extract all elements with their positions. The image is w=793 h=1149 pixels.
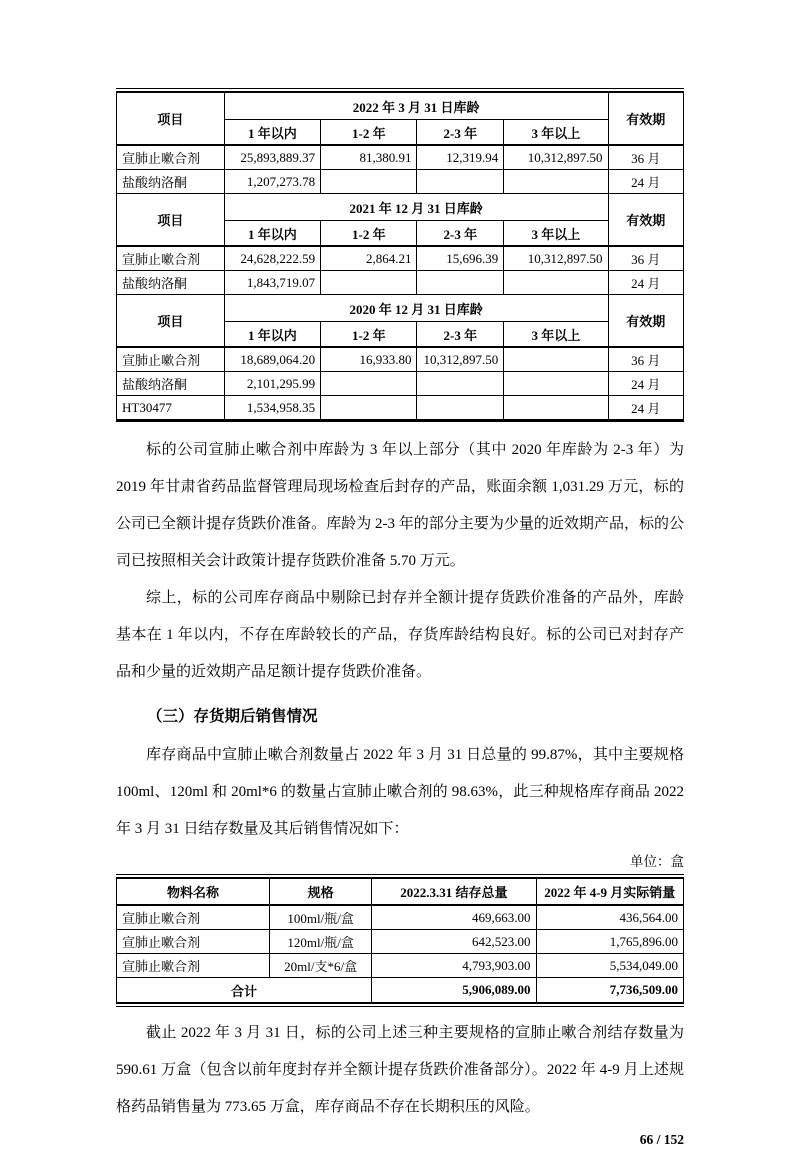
aging-amount-cell: 1,534,958.35 bbox=[224, 396, 320, 421]
unit-label: 单位：盒 bbox=[630, 854, 684, 869]
aging-validity-header: 有效期 bbox=[608, 92, 683, 145]
page-number: 66 / 152 bbox=[639, 1132, 684, 1147]
aging-amount-cell: 10,312,897.50 bbox=[417, 347, 504, 372]
aging-data-row bbox=[117, 271, 684, 295]
sales-total-sold: 7,736,509.00 bbox=[536, 978, 683, 1004]
sales-spec: 20ml/支*6/盒 bbox=[270, 954, 372, 978]
paragraph-aging-note: 标的公司宣肺止嗽合剂中库龄为 3 年以上部分（其中 2020 年库龄为 2-3 年）为 2019 年甘肃省药品监督管理局现场检查后封存的产品，账面余额 1,031.29 万元，标的公司已全额计提存货跌价准备。库龄为 2-3 年的部分主要为少量的近效期产品，标的公司已按照相关会计政策计提存货跌价准备 5.70 万元。 bbox=[116, 442, 684, 569]
aging-validity-value: 24 月 bbox=[608, 271, 683, 295]
aging-header-row bbox=[117, 295, 684, 322]
page-content bbox=[116, 88, 684, 1149]
aging-amount-cell: 16,933.80 bbox=[321, 347, 417, 372]
aging-amount-cell bbox=[321, 372, 417, 396]
aging-section-title: 2022 年 3 月 31 日库龄 bbox=[224, 92, 608, 120]
aging-amount-cell bbox=[321, 396, 417, 421]
aging-amount-cell bbox=[504, 170, 608, 194]
sales-material-name: 宣肺止嗽合剂 bbox=[117, 905, 270, 930]
aging-age-column-header: 3 年以上 bbox=[504, 322, 608, 348]
aging-amount-cell: 10,312,897.50 bbox=[504, 145, 608, 170]
aging-product-name: 盐酸纳洛酮 bbox=[117, 170, 225, 194]
aging-amount-cell: 1,207,273.78 bbox=[224, 170, 320, 194]
aging-section-title: 2021 年 12 月 31 日库龄 bbox=[224, 194, 608, 221]
sales-sold-amount: 5,534,049.00 bbox=[536, 954, 683, 978]
sales-spec: 100ml/瓶/盒 bbox=[270, 905, 372, 930]
aging-product-name: 宣肺止嗽合剂 bbox=[117, 145, 225, 170]
aging-header-row bbox=[117, 92, 684, 120]
aging-age-column-header: 1-2 年 bbox=[321, 120, 417, 146]
aging-age-column-header: 1 年以内 bbox=[224, 322, 320, 348]
section-heading: （三）存货期后销售情况 bbox=[147, 708, 318, 725]
aging-age-column-header: 2-3 年 bbox=[417, 221, 504, 247]
aging-validity-value: 36 月 bbox=[608, 347, 683, 372]
aging-age-column-header: 3 年以上 bbox=[504, 221, 608, 247]
aging-product-name: HT30477 bbox=[117, 396, 225, 421]
aging-amount-cell: 24,628,222.59 bbox=[224, 246, 320, 271]
aging-item-header: 项目 bbox=[117, 194, 225, 247]
table-top-rule bbox=[116, 874, 684, 875]
aging-data-row bbox=[117, 145, 684, 170]
aging-age-column-header: 1-2 年 bbox=[321, 221, 417, 247]
post-period-sales-table-block bbox=[116, 874, 684, 1007]
aging-amount-cell bbox=[417, 271, 504, 295]
aging-amount-cell bbox=[321, 170, 417, 194]
sales-total-row bbox=[117, 978, 684, 1004]
aging-age-column-header: 1 年以内 bbox=[224, 120, 320, 146]
aging-product-name: 盐酸纳洛酮 bbox=[117, 372, 225, 396]
aging-data-row bbox=[117, 396, 684, 421]
aging-amount-cell: 2,864.21 bbox=[321, 246, 417, 271]
aging-amount-cell: 12,319.94 bbox=[417, 145, 504, 170]
aging-data-row bbox=[117, 170, 684, 194]
aging-amount-cell: 10,312,897.50 bbox=[504, 246, 608, 271]
aging-data-row bbox=[117, 347, 684, 372]
sales-column-header: 2022 年 4-9 月实际销量 bbox=[536, 878, 683, 905]
sales-material-name: 宣肺止嗽合剂 bbox=[117, 930, 270, 954]
aging-age-column-header: 3 年以上 bbox=[504, 120, 608, 146]
aging-age-column-header: 1-2 年 bbox=[321, 322, 417, 348]
aging-validity-value: 24 月 bbox=[608, 170, 683, 194]
paragraph-aging-summary: 综上，标的公司库存商品中剔除已封存并全额计提存货跌价准备的产品外，库龄基本在 1 年以内，不存在库龄较长的产品，存货库龄结构良好。标的公司已对封存产品和少量的近效期产品足额计提存货跌价准备。 bbox=[116, 590, 684, 680]
aging-amount-cell bbox=[417, 396, 504, 421]
aging-data-row bbox=[117, 246, 684, 271]
paragraph-sales-intro: 库存商品中宣肺止嗽合剂数量占 2022 年 3 月 31 日总量的 99.87%，其中主要规格 100ml、120ml 和 20ml*6 的数量占宣肺止嗽合剂的 98.63%，此三种规格库存商品 2022 年 3 月 31 日结存数量及其后销售情况如下： bbox=[116, 747, 684, 837]
aging-age-column-header: 1 年以内 bbox=[224, 221, 320, 247]
aging-amount-cell: 1,843,719.07 bbox=[224, 271, 320, 295]
aging-item-header: 项目 bbox=[117, 92, 225, 145]
post-period-sales-table bbox=[116, 877, 684, 1004]
aging-table-body bbox=[117, 92, 684, 421]
aging-validity-header: 有效期 bbox=[608, 295, 683, 348]
sales-sold-amount: 1,765,896.00 bbox=[536, 930, 683, 954]
paragraph-conclusion: 截止 2022 年 3 月 31 日，标的公司上述三种主要规格的宣肺止嗽合剂结存数量为 590.61 万盒（包含以前年度封存并全额计提存货跌价准备部分）。2022 年 4-9 月上述规格药品销售量为 773.65 万盒，库存商品不存在长期积压的风险。 bbox=[116, 1025, 684, 1115]
aging-item-header: 项目 bbox=[117, 295, 225, 348]
aging-section-title: 2020 年 12 月 31 日库龄 bbox=[224, 295, 608, 322]
aging-amount-cell bbox=[504, 396, 608, 421]
inventory-aging-table bbox=[116, 91, 684, 422]
aging-amount-cell: 2,101,295.99 bbox=[224, 372, 320, 396]
table-bottom-rule bbox=[116, 1006, 684, 1007]
sales-total-balance: 5,906,089.00 bbox=[372, 978, 536, 1004]
aging-validity-value: 24 月 bbox=[608, 372, 683, 396]
aging-data-row bbox=[117, 372, 684, 396]
sales-balance-amount: 642,523.00 bbox=[372, 930, 536, 954]
sales-balance-amount: 4,793,903.00 bbox=[372, 954, 536, 978]
aging-amount-cell: 15,696.39 bbox=[417, 246, 504, 271]
aging-validity-header: 有效期 bbox=[608, 194, 683, 247]
aging-amount-cell bbox=[417, 372, 504, 396]
inventory-aging-table-block bbox=[116, 88, 684, 422]
aging-age-column-header: 2-3 年 bbox=[417, 120, 504, 146]
aging-header-row bbox=[117, 194, 684, 221]
sales-column-header: 物料名称 bbox=[117, 878, 270, 905]
aging-validity-value: 24 月 bbox=[608, 396, 683, 421]
aging-amount-cell bbox=[504, 372, 608, 396]
sales-sold-amount: 436,564.00 bbox=[536, 905, 683, 930]
sales-balance-amount: 469,663.00 bbox=[372, 905, 536, 930]
aging-product-name: 宣肺止嗽合剂 bbox=[117, 347, 225, 372]
aging-amount-cell: 81,380.91 bbox=[321, 145, 417, 170]
aging-amount-cell bbox=[417, 170, 504, 194]
table-top-rule bbox=[116, 88, 684, 89]
aging-product-name: 盐酸纳洛酮 bbox=[117, 271, 225, 295]
sales-data-row bbox=[117, 954, 684, 978]
aging-validity-value: 36 月 bbox=[608, 246, 683, 271]
aging-amount-cell bbox=[504, 347, 608, 372]
sales-data-row bbox=[117, 905, 684, 930]
aging-product-name: 宣肺止嗽合剂 bbox=[117, 246, 225, 271]
aging-amount-cell: 25,893,889.37 bbox=[224, 145, 320, 170]
sales-data-row bbox=[117, 930, 684, 954]
sales-header-row bbox=[117, 878, 684, 905]
sales-column-header: 规格 bbox=[270, 878, 372, 905]
sales-column-header: 2022.3.31 结存总量 bbox=[372, 878, 536, 905]
sales-spec: 120ml/瓶/盒 bbox=[270, 930, 372, 954]
aging-amount-cell bbox=[504, 271, 608, 295]
aging-amount-cell: 18,689,064.20 bbox=[224, 347, 320, 372]
aging-age-column-header: 2-3 年 bbox=[417, 322, 504, 348]
sales-total-label: 合计 bbox=[117, 978, 372, 1004]
aging-validity-value: 36 月 bbox=[608, 145, 683, 170]
aging-amount-cell bbox=[321, 271, 417, 295]
sales-table-body bbox=[117, 905, 684, 1003]
sales-material-name: 宣肺止嗽合剂 bbox=[117, 954, 270, 978]
